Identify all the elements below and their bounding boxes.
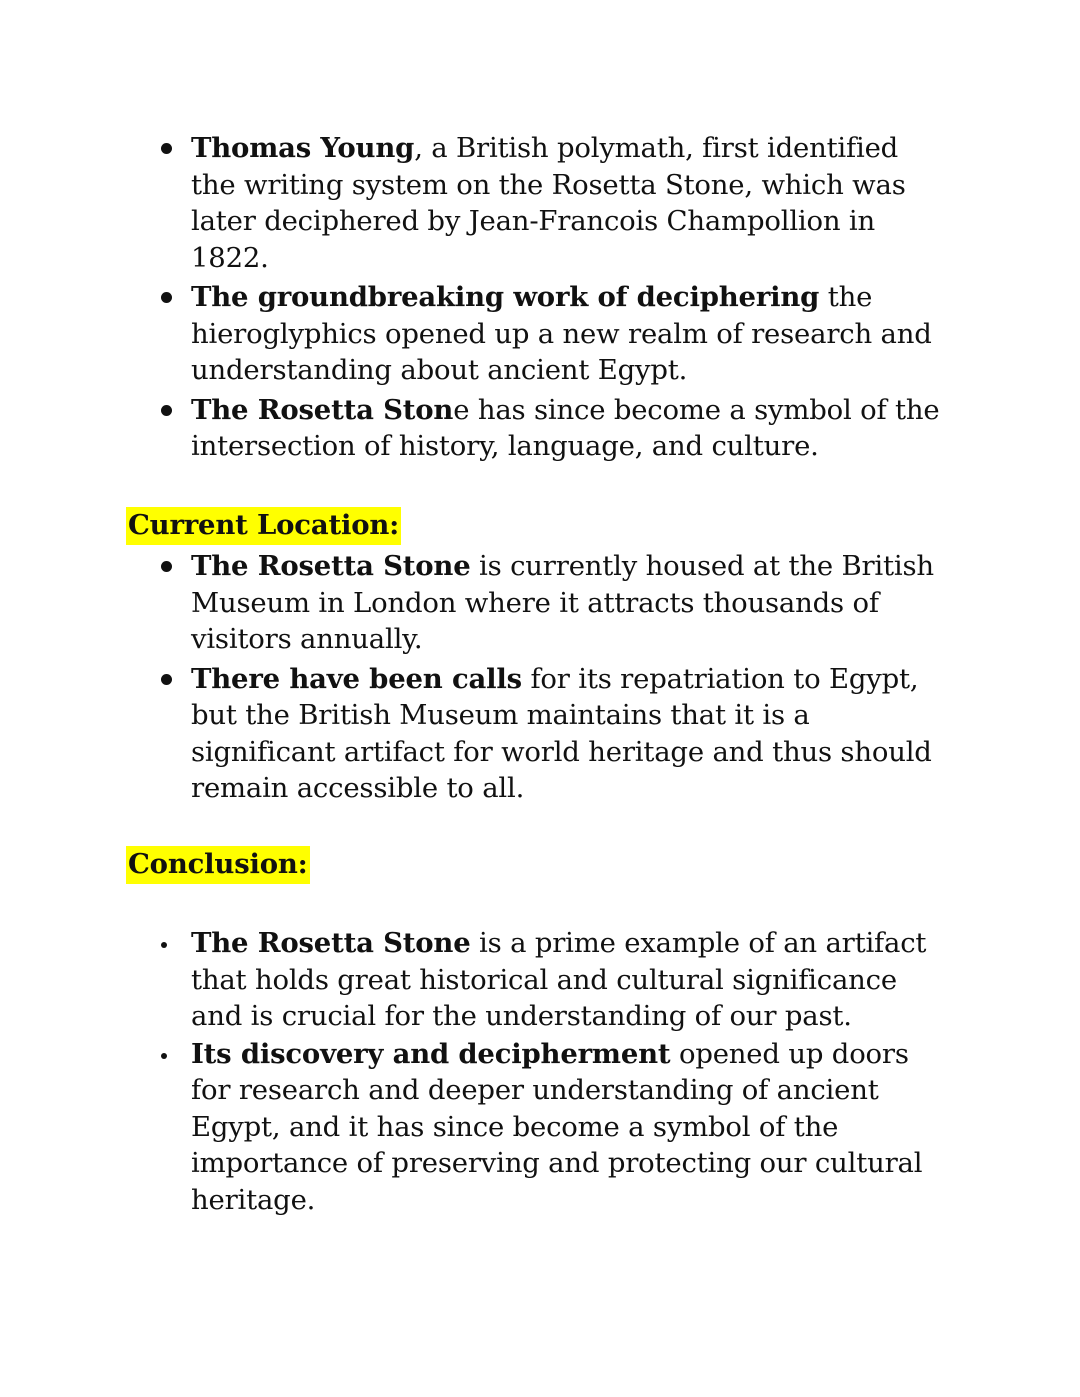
bullet-bold-text: The Rosetta Stone [191,550,471,582]
list-item [0,392,1080,465]
bullet-text: is currently housed at the British Museum in London where it attracts thousands of visitors annually. [191,550,934,655]
bullet-text: e has since become a symbol of the intersection of history, language, and culture. [191,393,940,462]
current-location-heading: Current Location: [126,507,401,545]
bullet-text: , a British polymath, first identified the writing system on the Rosetta Stone, which was later deciphered by Jean-Francois Champollion in 1822. [191,132,906,274]
bullet-bold-text: The Rosetta Stone [191,927,471,959]
list-item [0,279,1080,389]
list-item [0,548,1080,658]
bullet-icon [161,1053,167,1059]
bullet-text: for its repatriation to Egypt, but the British Museum maintains that it is a significant artifact for world heritage and thus should remain accessible to all. [191,662,932,804]
history-bullet-list [0,130,1080,465]
list-item [0,130,1080,276]
bullet-icon [161,561,172,572]
conclusion-heading: Conclusion: [126,846,310,884]
bullet-bold-text: There have been calls [191,662,522,695]
bullet-icon [161,674,172,685]
list-item [0,661,1080,807]
bullet-bold-text: The Rosetta Ston [191,393,454,426]
list-item [0,925,1080,1035]
conclusion-bullet-list [0,925,1080,1218]
bullet-bold-text: Its discovery and decipherment [191,1037,671,1070]
bullet-text: the hieroglyphics opened up a new realm of research and understanding about ancient Egypt. [191,281,932,386]
current-location-bullet-list [0,548,1080,807]
bullet-text: opened up doors for research and deeper understanding of ancient Egypt, and it has since become a symbol of the importance of preserving and protecting our cultural heritage. [191,1037,923,1216]
bullet-icon [161,143,172,154]
bullet-icon [161,405,172,416]
bullet-text: is a prime example of an artifact that holds great historical and cultural significance and is crucial for the understanding of our past. [191,927,927,1032]
bullet-bold-text: The groundbreaking work of deciphering [191,281,820,313]
bullet-bold-text: Thomas Young [191,132,415,164]
bullet-icon [161,942,167,948]
list-item [0,1036,1080,1219]
bullet-icon [161,292,172,303]
